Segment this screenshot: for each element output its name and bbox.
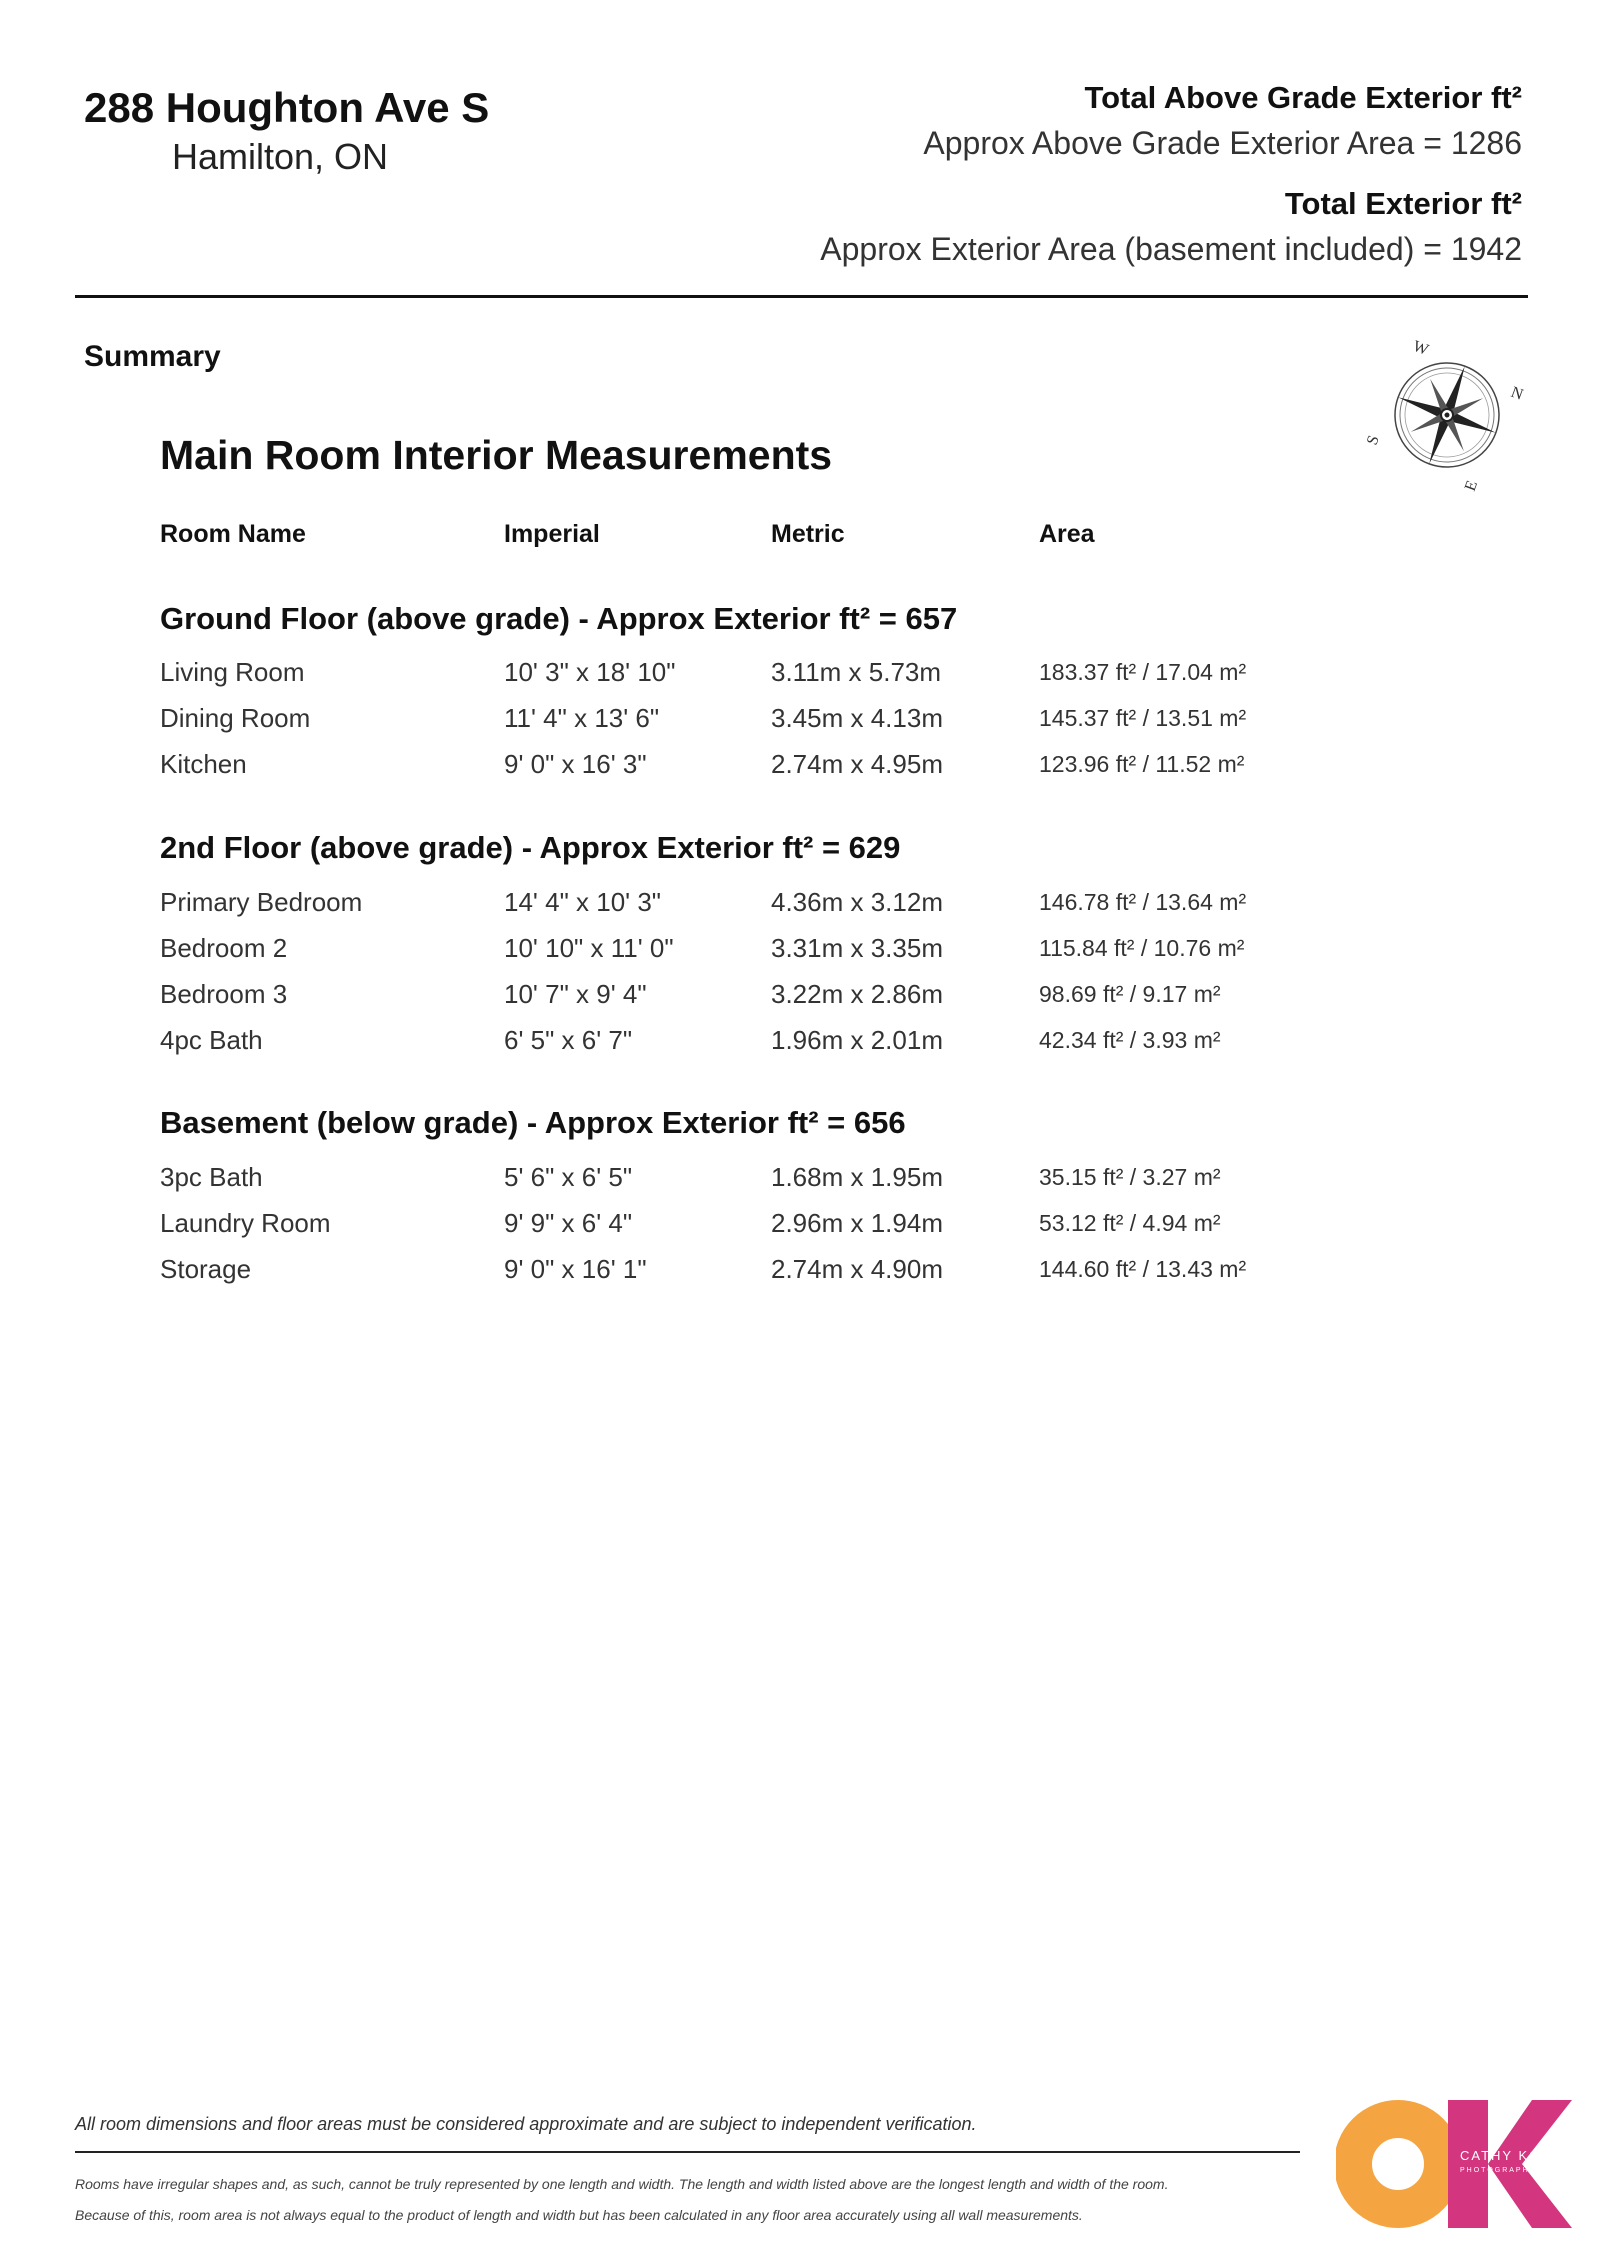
logo-subtext: PHOTOGRAPHY [1460, 2167, 1537, 2174]
total-exterior-value: Approx Exterior Area (basement included) = 1942 [820, 231, 1522, 267]
room-metric: 3.45m x 4.13m [771, 703, 943, 733]
column-header-metric: Metric [771, 520, 845, 548]
room-metric: 2.74m x 4.95m [771, 749, 943, 779]
room-name: Living Room [160, 657, 305, 687]
room-area: 115.84 ft² / 10.76 m² [1039, 935, 1245, 961]
room-imperial: 5' 6" x 6' 5" [504, 1162, 633, 1192]
room-imperial: 9' 0" x 16' 3" [504, 749, 647, 779]
compass-label-e: E [1461, 478, 1482, 494]
property-city: Hamilton, ON [172, 136, 389, 177]
room-area: 183.37 ft² / 17.04 m² [1039, 659, 1247, 685]
room-metric: 2.96m x 1.94m [771, 1208, 943, 1238]
room-name: Bedroom 3 [160, 979, 288, 1009]
compass-label-s: S [1363, 433, 1383, 448]
room-metric: 3.31m x 3.35m [771, 933, 943, 963]
room-area: 145.37 ft² / 13.51 m² [1039, 705, 1247, 731]
room-name: Laundry Room [160, 1208, 331, 1238]
room-area: 53.12 ft² / 4.94 m² [1039, 1210, 1221, 1236]
room-area: 123.96 ft² / 11.52 m² [1039, 751, 1245, 777]
room-area: 98.69 ft² / 9.17 m² [1039, 981, 1221, 1007]
footnote-line-2: Because of this, room area is not always equal to the product of length and width but has been calculated in any floor area accurately using all wall measurements. [75, 2207, 1083, 2223]
floor-title-basement: Basement (below grade) - Approx Exterior ft² = 656 [160, 1105, 906, 1140]
room-imperial: 10' 10" x 11' 0" [504, 933, 674, 963]
room-area: 35.15 ft² / 3.27 m² [1039, 1164, 1221, 1190]
room-metric: 1.68m x 1.95m [771, 1162, 943, 1192]
column-header-room-name: Room Name [160, 520, 306, 548]
compass-icon [1362, 330, 1532, 500]
room-imperial: 9' 9" x 6' 4" [504, 1208, 633, 1238]
footnote-line-1: Rooms have irregular shapes and, as such, cannot be truly represented by one length and width. The length and width listed above are the longest length and width of the room. [75, 2176, 1169, 2192]
room-name: Kitchen [160, 749, 247, 779]
above-grade-value: Approx Above Grade Exterior Area = 1286 [923, 125, 1522, 161]
room-imperial: 11' 4" x 13' 6" [504, 703, 660, 733]
room-metric: 3.11m x 5.73m [771, 657, 942, 687]
compass-label-w: W [1410, 337, 1431, 359]
measurements-title: Main Room Interior Measurements [160, 432, 833, 478]
room-name: 4pc Bath [160, 1025, 263, 1055]
room-area: 146.78 ft² / 13.64 m² [1039, 889, 1247, 915]
column-header-area: Area [1039, 520, 1095, 548]
room-name: Dining Room [160, 703, 311, 733]
room-imperial: 10' 7" x 9' 4" [504, 979, 647, 1009]
company-logo [1336, 2098, 1572, 2230]
total-exterior-heading: Total Exterior ft² [1284, 186, 1522, 221]
room-metric: 1.96m x 2.01m [771, 1025, 943, 1055]
room-area: 42.34 ft² / 3.93 m² [1039, 1027, 1221, 1053]
room-metric: 4.36m x 3.12m [771, 887, 943, 917]
room-name: Bedroom 2 [160, 933, 288, 963]
floor-title-2nd: 2nd Floor (above grade) - Approx Exterior ft² = 629 [160, 830, 901, 865]
disclaimer-text: All room dimensions and floor areas must be considered approximate and are subject to independent verification. [75, 2114, 977, 2134]
room-imperial: 6' 5" x 6' 7" [504, 1025, 633, 1055]
room-name: Primary Bedroom [160, 887, 363, 917]
header-divider [75, 295, 1528, 298]
above-grade-heading: Total Above Grade Exterior ft² [1084, 80, 1522, 115]
room-metric: 2.74m x 4.90m [771, 1254, 943, 1284]
summary-label: Summary [84, 340, 221, 373]
room-imperial: 10' 3" x 18' 10" [504, 657, 676, 687]
room-imperial: 9' 0" x 16' 1" [504, 1254, 647, 1284]
logo-text: CATHY KOOP [1460, 2148, 1565, 2163]
column-header-imperial: Imperial [504, 520, 600, 548]
room-metric: 3.22m x 2.86m [771, 979, 943, 1009]
room-imperial: 14' 4" x 10' 3" [504, 887, 662, 917]
property-address: 288 Houghton Ave S [84, 84, 490, 131]
room-name: Storage [160, 1254, 252, 1284]
footer-divider [75, 2151, 1300, 2153]
floor-title-ground: Ground Floor (above grade) - Approx Exterior ft² = 657 [160, 601, 958, 636]
compass-label-n: N [1508, 383, 1526, 404]
room-area: 144.60 ft² / 13.43 m² [1039, 1256, 1247, 1282]
room-name: 3pc Bath [160, 1162, 263, 1192]
